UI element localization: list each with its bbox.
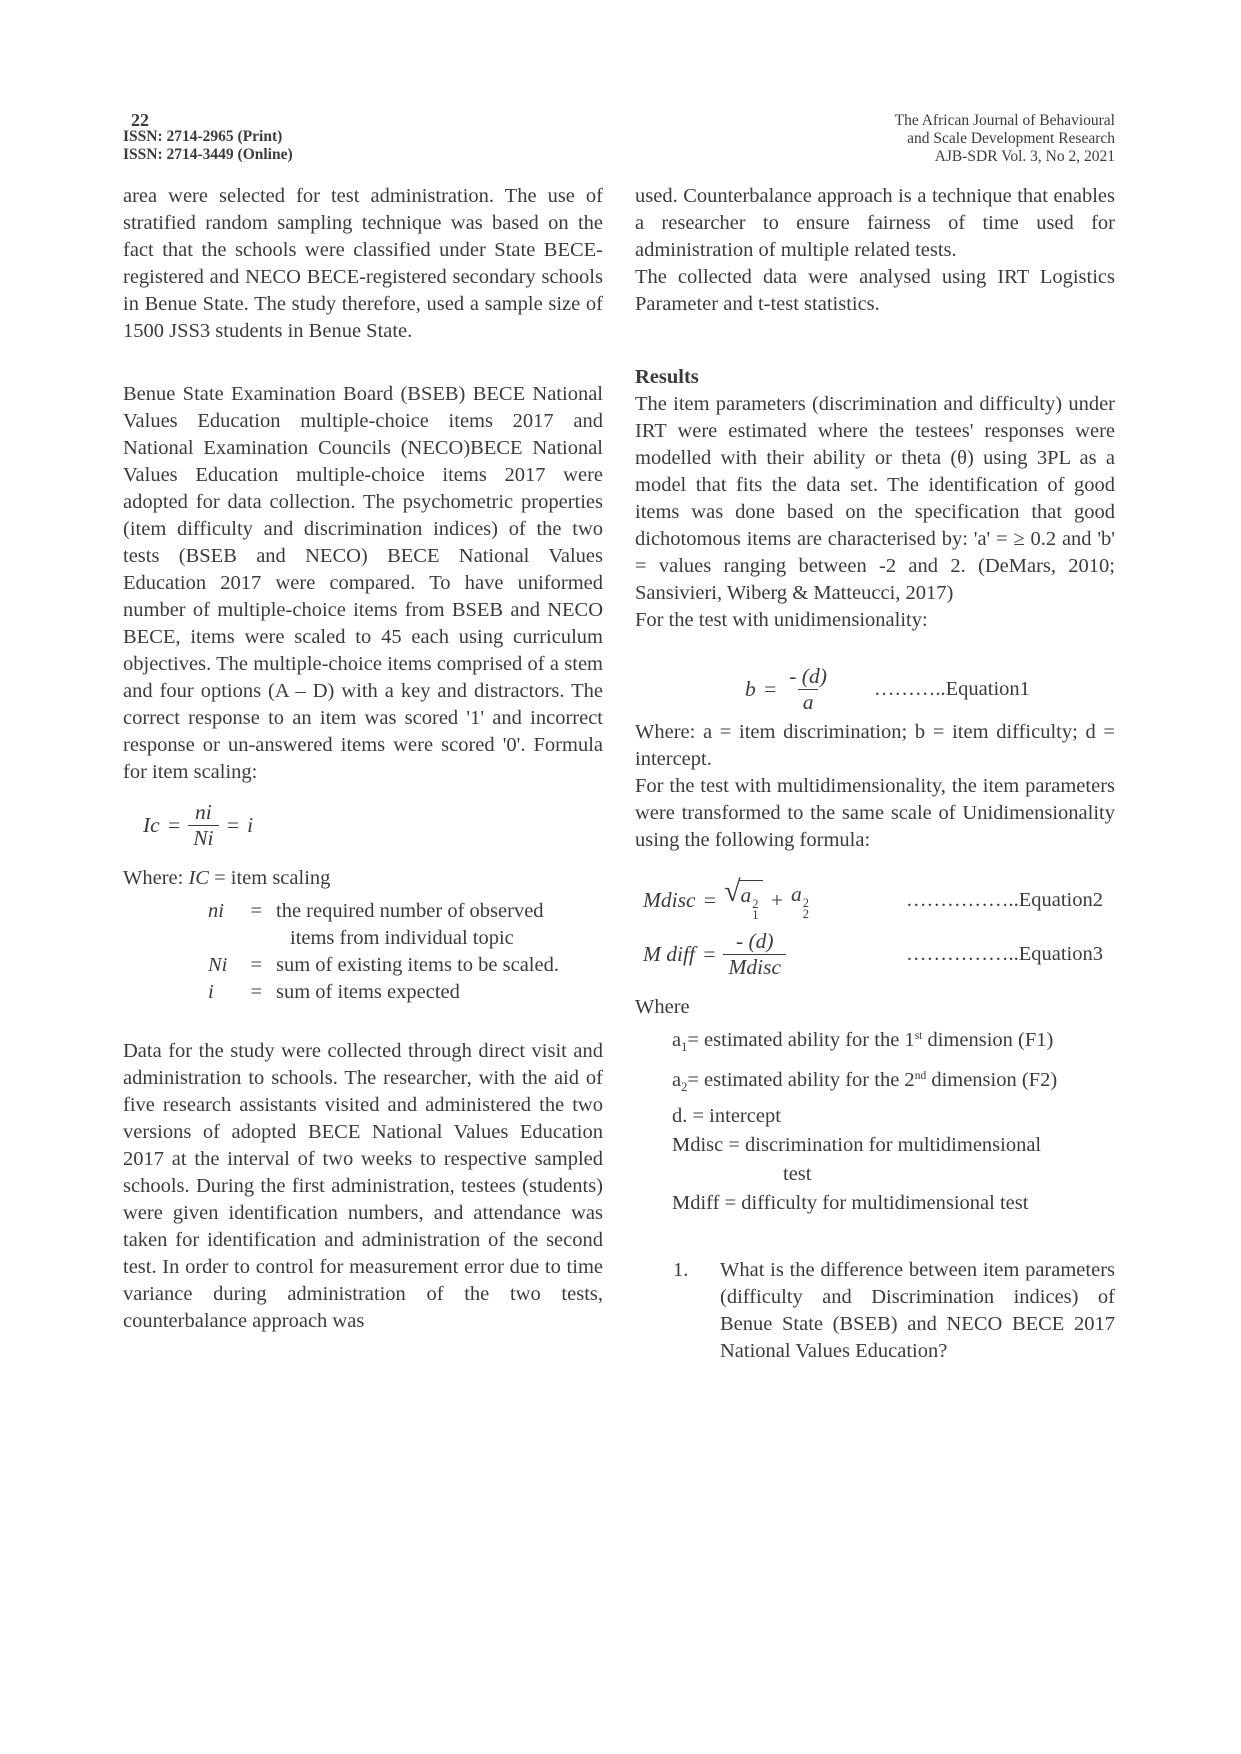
paragraph-multidimensionality: For the test with multidimensionality, the item parameters were transformed to the same scale of Unidimensionality using the following formula:	[635, 775, 1115, 851]
fraction-numerator: ni	[195, 800, 212, 824]
equals-sign: =	[250, 981, 262, 1003]
a1-symbol: a	[672, 1029, 682, 1051]
fraction-denominator: Ni	[188, 825, 218, 851]
definition-term	[208, 952, 266, 979]
paragraph-item-parameters: The item parameters (discrimination and difficulty) under IRT were estimated where the testees' responses were modelled with their ability or theta (θ) using 3PL as a model that fits the data set. The identification of good items was done based on the specification that good dichotomous items are characterised by: 'a' = ≥ 0.2 and 'b' = values ranging between -2 and 2. (DeMars, 2010; Sansivieri, Wiberg & Matteucci, 2017)	[635, 393, 1115, 604]
a1-subscript: 1	[752, 908, 759, 922]
equals-sign: =	[762, 677, 778, 701]
a2-sup-sub	[803, 898, 809, 920]
paragraph-sampling: area were selected for test administration. The use of stratified random sampling technique was based on the fact that the schools were classified under State BECE-registered and NECO BECE-registered secondary schools in Benue State. The study therefore, used a sample size of 1500 JSS3 students in Benue State.	[123, 185, 603, 342]
eq1-lhs: b	[745, 677, 756, 701]
square-root	[724, 875, 762, 922]
where-prefix: Where:	[123, 867, 189, 889]
equals-sign: =	[701, 942, 717, 966]
equation-2-label: ……………..Equation2	[905, 889, 1103, 911]
fraction	[723, 929, 786, 980]
equals-sign: =	[166, 813, 182, 837]
plus-sign: +	[769, 888, 785, 912]
paragraph-instruments: Benue State Examination Board (BSEB) BECE National Values Education multiple-choice items 2017 and National Examination Councils (NECO)BECE National Values Education multiple-choice items 2017 were adopted for data collection. The psychometric properties (item difficulty and discrimination indices) of the two tests (BSEB and NECO) BECE National Values Education 2017 were compared. To have uniformed number of multiple-choice items from BSEB and NECO BECE, items were scaled to 45 each using curriculum objectives. The multiple-choice items comprised of a stem and four options (A – D) with a key and distractors. The correct response to an item was scored '1' and incorrect response or un-answered items were scored '0'. Formula for item scaling:	[123, 383, 603, 783]
where-item-scaling	[123, 865, 603, 892]
equation-1-formula	[745, 664, 832, 715]
equation-1-label: ………..Equation1	[873, 678, 1030, 700]
definition-text	[266, 979, 603, 1006]
a2-symbol: a	[672, 1069, 682, 1091]
eq2-a2-group	[791, 881, 809, 920]
paragraph-analysis: The collected data were analysed using IRT Logistics Parameter and t-test statistics.	[635, 266, 1115, 315]
equals-sign: =	[702, 888, 718, 912]
radical-sign: √	[724, 875, 741, 908]
ordinal-nd: nd	[914, 1070, 927, 1082]
a1-sup-sub	[752, 899, 758, 921]
equation-2	[635, 875, 1115, 922]
journal-title-block	[895, 112, 1115, 166]
eq2-lhs: Mdisc	[643, 888, 696, 912]
issn-print: ISSN: 2714-2965 (Print)	[123, 128, 283, 145]
two-column-body	[123, 183, 1115, 1365]
definition-term	[208, 979, 266, 1006]
a2-index: 2	[681, 1080, 688, 1094]
definition-row	[208, 979, 603, 1006]
radicand	[739, 880, 763, 921]
page-header	[123, 112, 1115, 166]
scaling-definitions	[123, 898, 603, 1006]
term-symbol: Ni	[208, 954, 228, 976]
mdisc-definition-line1: Mdisc = discrimination for multidimensional	[672, 1134, 1042, 1156]
term-symbol: i	[208, 981, 214, 1003]
paragraph-data-collection: Data for the study were collected through direct visit and administration to schools. The researcher, with the aid of five research assistants visited and administered the two versions of adopted BECE National Values Education 2017 at the interval of two weeks to respective sampled schools. During the first administration, testees (students) were given identification numbers, and attendance was taken for identification and administration of the second test. In order to control for measurement error due to time variance during administration of the two tests, counterbalance approach was	[123, 1040, 603, 1332]
a1-definition	[635, 1023, 1115, 1061]
d-definition: d. = intercept	[672, 1105, 781, 1127]
fraction-denominator: Mdisc	[723, 954, 786, 980]
term-symbol: ni	[208, 900, 224, 922]
paragraph-counterbalance: used. Counterbalance approach is a technique that enables a researcher to ensure fairness of time used for administration of multiple related tests.	[635, 185, 1115, 261]
a1-superscript: 2	[752, 897, 759, 911]
right-column	[635, 183, 1115, 1365]
equation-3	[635, 929, 1115, 980]
a2-definition-text: = estimated ability for the 2	[687, 1069, 915, 1091]
mdiff-definition: Mdiff = difficulty for multidimensional test	[672, 1192, 1029, 1214]
journal-title-line1: The African Journal of Behavioural	[894, 112, 1115, 129]
left-column	[123, 183, 603, 1365]
fraction-numerator: - (d)	[735, 929, 774, 953]
equals-sign: =	[250, 954, 262, 976]
where-multidimensional-heading: Where	[635, 996, 690, 1018]
ordinal-st: st	[914, 1030, 923, 1042]
definition-text	[266, 898, 603, 952]
where-term: IC	[188, 867, 209, 889]
a2-definition-tail: dimension (F2)	[926, 1069, 1058, 1091]
definition-line: sum of items expected	[276, 981, 460, 1003]
eq2-a2: a	[791, 882, 802, 906]
mdisc-definition-line2: test	[783, 1163, 812, 1185]
equation-1	[635, 664, 1115, 715]
equation-3-formula	[643, 929, 786, 980]
question-text: What is the difference between item parameters (difficulty and Discrimination indices) of Benue State (BSEB) and NECO BECE 2017 National Values Education?	[720, 1259, 1115, 1362]
item-scaling-formula	[143, 800, 253, 851]
fraction	[784, 664, 832, 715]
fraction-denominator: a	[798, 689, 819, 715]
fraction-numerator: - (d)	[789, 664, 827, 688]
journal-volume-line: AJB-SDR Vol. 3, No 2, 2021	[934, 148, 1115, 165]
results-heading: Results	[635, 366, 699, 388]
equals-sign: =	[250, 900, 262, 922]
a2-subscript: 2	[802, 907, 810, 921]
journal-title-line2: and Scale Development Research	[907, 130, 1115, 147]
where-rest: = item scaling	[208, 867, 331, 889]
definition-row	[208, 952, 603, 979]
formula-rhs: i	[247, 813, 254, 837]
eq3-lhs: M diff	[643, 942, 695, 966]
fraction	[188, 800, 218, 851]
formula-lhs: Ic	[143, 813, 160, 837]
a2-definition	[635, 1063, 1115, 1101]
equals-sign: =	[225, 813, 241, 837]
a1-definition-text: = estimated ability for the 1	[687, 1029, 915, 1051]
definition-line: sum of existing items to be scaled.	[276, 954, 559, 976]
list-number: 1.	[673, 1259, 689, 1281]
definition-text	[266, 952, 603, 979]
page-number: 22	[131, 110, 149, 130]
paragraph-unidimensionality: For the test with unidimensionality:	[635, 609, 928, 631]
issn-block	[123, 112, 293, 163]
definition-row	[208, 898, 603, 952]
equation-2-formula	[643, 875, 810, 922]
definition-line: items from individual topic	[290, 927, 514, 949]
definition-term	[208, 898, 266, 952]
eq2-a1: a	[740, 883, 752, 907]
a1-definition-tail: dimension (F1)	[922, 1029, 1054, 1051]
issn-online: ISSN: 2714-3449 (Online)	[123, 145, 293, 163]
a1-index: 1	[681, 1040, 688, 1054]
research-question-1	[635, 1257, 1115, 1365]
paragraph-where-ab: Where: a = item discrimination; b = item difficulty; d = intercept.	[635, 721, 1115, 770]
definition-line: the required number of observed	[276, 900, 544, 922]
equation-3-label: ……………..Equation3	[905, 943, 1103, 965]
a2-superscript: 2	[802, 896, 810, 910]
